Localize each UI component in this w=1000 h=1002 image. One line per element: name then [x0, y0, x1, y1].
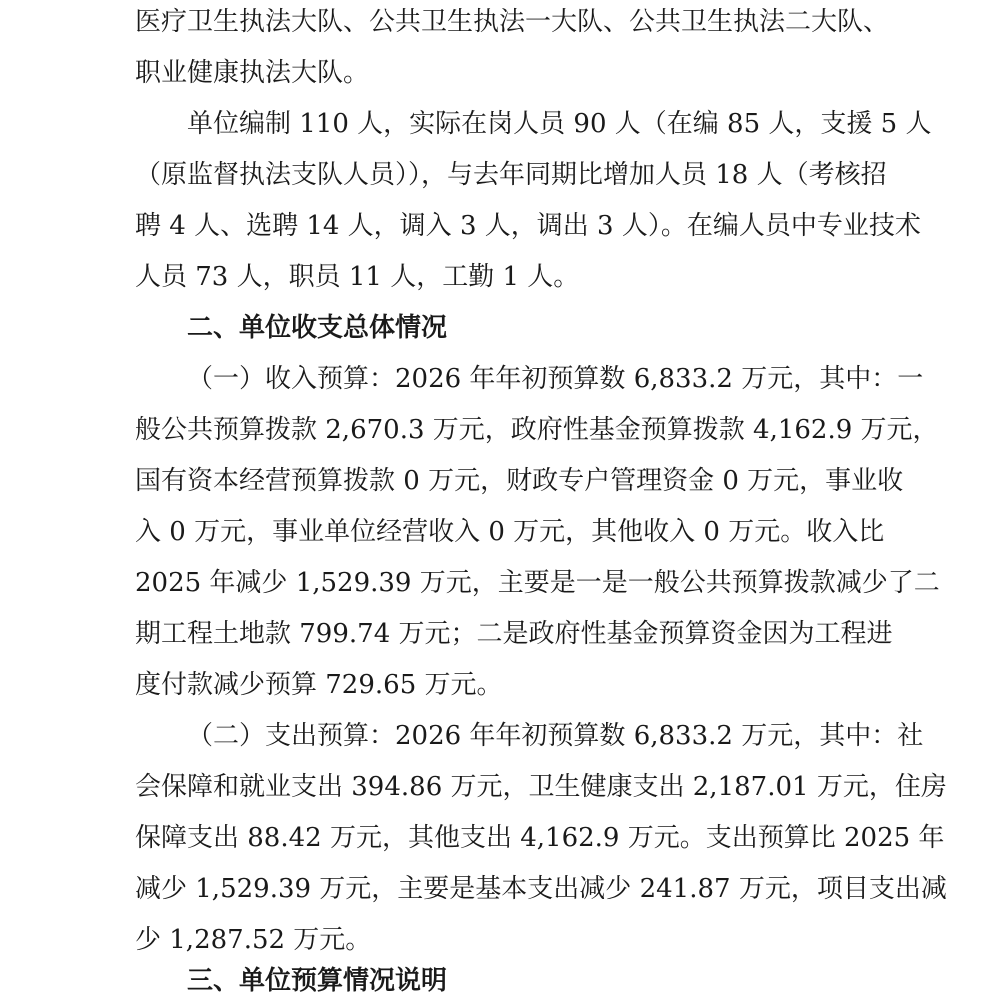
section-heading: 三、单位预算情况说明 [187, 966, 448, 996]
paragraph-line: 医疗卫生执法大队、公共卫生执法一大队、公共卫生执法二大队、 [135, 7, 890, 37]
paragraph-line: 少 1,287.52 万元。 [135, 925, 372, 955]
paragraph-line: 2025 年减少 1,529.39 万元，主要是一是一般公共预算拨款减少了二 [135, 568, 940, 598]
paragraph-line: 单位编制 110 人，实际在岗人员 90 人（在编 85 人，支援 5 人 [187, 109, 932, 139]
paragraph-line: 会保障和就业支出 394.86 万元，卫生健康支出 2,187.01 万元，住房 [135, 772, 947, 802]
paragraph-line: （原监督执法支队人员）），与去年同期比增加人员 18 人（考核招 [135, 160, 887, 190]
paragraph-line: 度付款减少预算 729.65 万元。 [135, 670, 503, 700]
paragraph-line: 保障支出 88.42 万元，其他支出 4,162.9 万元。支出预算比 2025 年 [135, 823, 945, 853]
section-heading: 二、单位收支总体情况 [187, 313, 448, 343]
paragraph-line: 职业健康执法大队。 [135, 58, 370, 88]
paragraph-line: 期工程土地款 799.74 万元；二是政府性基金预算资金因为工程进 [135, 619, 893, 649]
paragraph-line: 入 0 万元，事业单位经营收入 0 万元，其他收入 0 万元。收入比 [135, 517, 885, 547]
paragraph-line: （二）支出预算：2026 年年初预算数 6,833.2 万元，其中：社 [187, 721, 924, 751]
paragraph-line: 国有资本经营预算拨款 0 万元，财政专户管理资金 0 万元，事业收 [135, 466, 904, 496]
paragraph-line: （一）收入预算：2026 年年初预算数 6,833.2 万元，其中：一 [187, 364, 924, 394]
paragraph-line: 减少 1,529.39 万元，主要是基本支出减少 241.87 万元，项目支出减 [135, 874, 947, 904]
paragraph-line: 聘 4 人、选聘 14 人，调入 3 人，调出 3 人）。在编人员中专业技术 [135, 211, 921, 241]
paragraph-line: 人员 73 人，职员 11 人，工勤 1 人。 [135, 262, 580, 292]
paragraph-line: 般公共预算拨款 2,670.3 万元，政府性基金预算拨款 4,162.9 万元， [135, 415, 939, 445]
